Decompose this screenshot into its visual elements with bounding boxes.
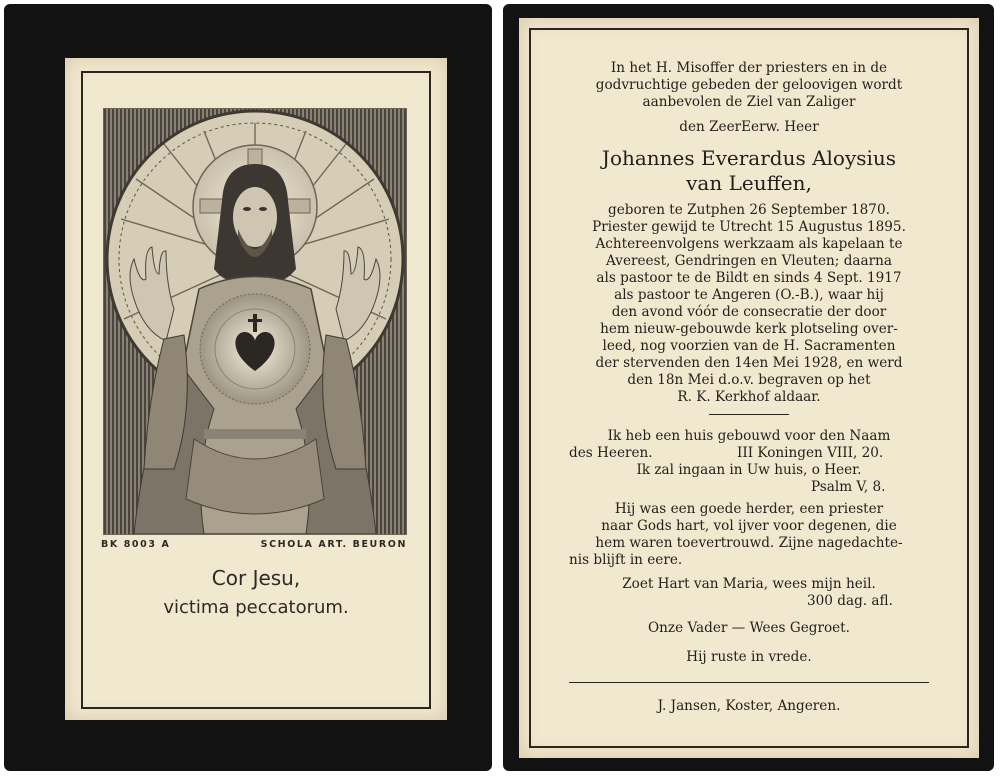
quote-reference: Psalm V, 8.	[811, 479, 886, 495]
quote-reference: III Koningen VIII, 20.	[737, 445, 884, 461]
biography-line: leed, nog voorzien van de H. Sacramenten	[602, 338, 896, 354]
biography-line: Avereest, Gendringen en Vleuten; daarna	[606, 253, 892, 269]
biography-line: als pastoor te de Bildt en sinds 4 Sept. 1917	[596, 270, 902, 286]
prayer-request: Onze Vader — Wees Gegroet.	[648, 620, 850, 636]
right-card-paper	[519, 18, 979, 758]
quote-line: Ik zal ingaan in Uw huis, o Heer.	[636, 462, 862, 478]
image-caption-row	[101, 539, 407, 553]
biography-line: geboren te Zutphen 26 September 1870.	[608, 202, 890, 218]
biography-line: den avond vóór de consecratie der door	[611, 304, 887, 320]
right-card	[503, 4, 994, 771]
image-catalog-number: BK 8003 A	[101, 539, 171, 550]
tribute-line: hem waren toevertrouwd. Zijne nagedachte-	[595, 535, 903, 551]
rest-in-peace: Hij ruste in vrede.	[686, 649, 812, 665]
deceased-name-line-1: Johannes Everardus Aloysius	[601, 146, 897, 170]
deceased-name-line-2: van Leuffen,	[686, 171, 812, 195]
divider-short	[709, 414, 789, 415]
divider-long	[569, 682, 929, 683]
burial-place: R. K. Kerkhof aldaar.	[677, 389, 821, 405]
left-card	[4, 4, 492, 771]
printer-credit: J. Jansen, Koster, Angeren.	[657, 698, 841, 714]
biography-line: hem nieuw-gebouwde kerk plotseling over-	[600, 321, 898, 337]
tribute-line: nis blijft in eere.	[569, 552, 683, 568]
motto-line-1: Cor Jesu,	[211, 566, 301, 590]
title-line: den ZeerEerw. Heer	[679, 119, 819, 135]
prayer-line: Zoet Hart van Maria, wees mijn heil.	[622, 576, 876, 592]
motto-line-2: victima peccatorum.	[163, 597, 349, 618]
intro-line: aanbevolen de Ziel van Zaliger	[642, 94, 856, 110]
sacred-heart-image	[103, 108, 407, 535]
tribute-line: naar Gods hart, vol ijver voor degenen, die	[601, 518, 897, 534]
intro-line: In het H. Misoffer der priesters en in de	[610, 60, 888, 76]
biography-line: den 18n Mei d.o.v. begraven op het	[627, 372, 871, 388]
tribute-line: Hij was een goede herder, een priester	[614, 501, 884, 517]
biography-line: Priester gewijd te Utrecht 15 Augustus 1895.	[592, 219, 906, 235]
indulgence-note: 300 dag. afl.	[807, 593, 893, 609]
quote-line: Ik heb een huis gebouwd voor den Naam	[607, 428, 891, 444]
image-publisher: SCHOLA ART. BEURON	[260, 539, 407, 550]
quote-line: des Heeren.	[569, 445, 653, 461]
biography-line: der stervenden den 14en Mei 1928, en werd	[595, 355, 903, 371]
biography-line: als pastoor te Angeren (O.-B.), waar hij	[614, 287, 884, 303]
biography-line: Achtereenvolgens werkzaam als kapelaan te	[595, 236, 903, 252]
left-card-paper	[65, 58, 447, 720]
intro-line: godvruchtige gebeden der geloovigen wordt	[595, 77, 903, 93]
